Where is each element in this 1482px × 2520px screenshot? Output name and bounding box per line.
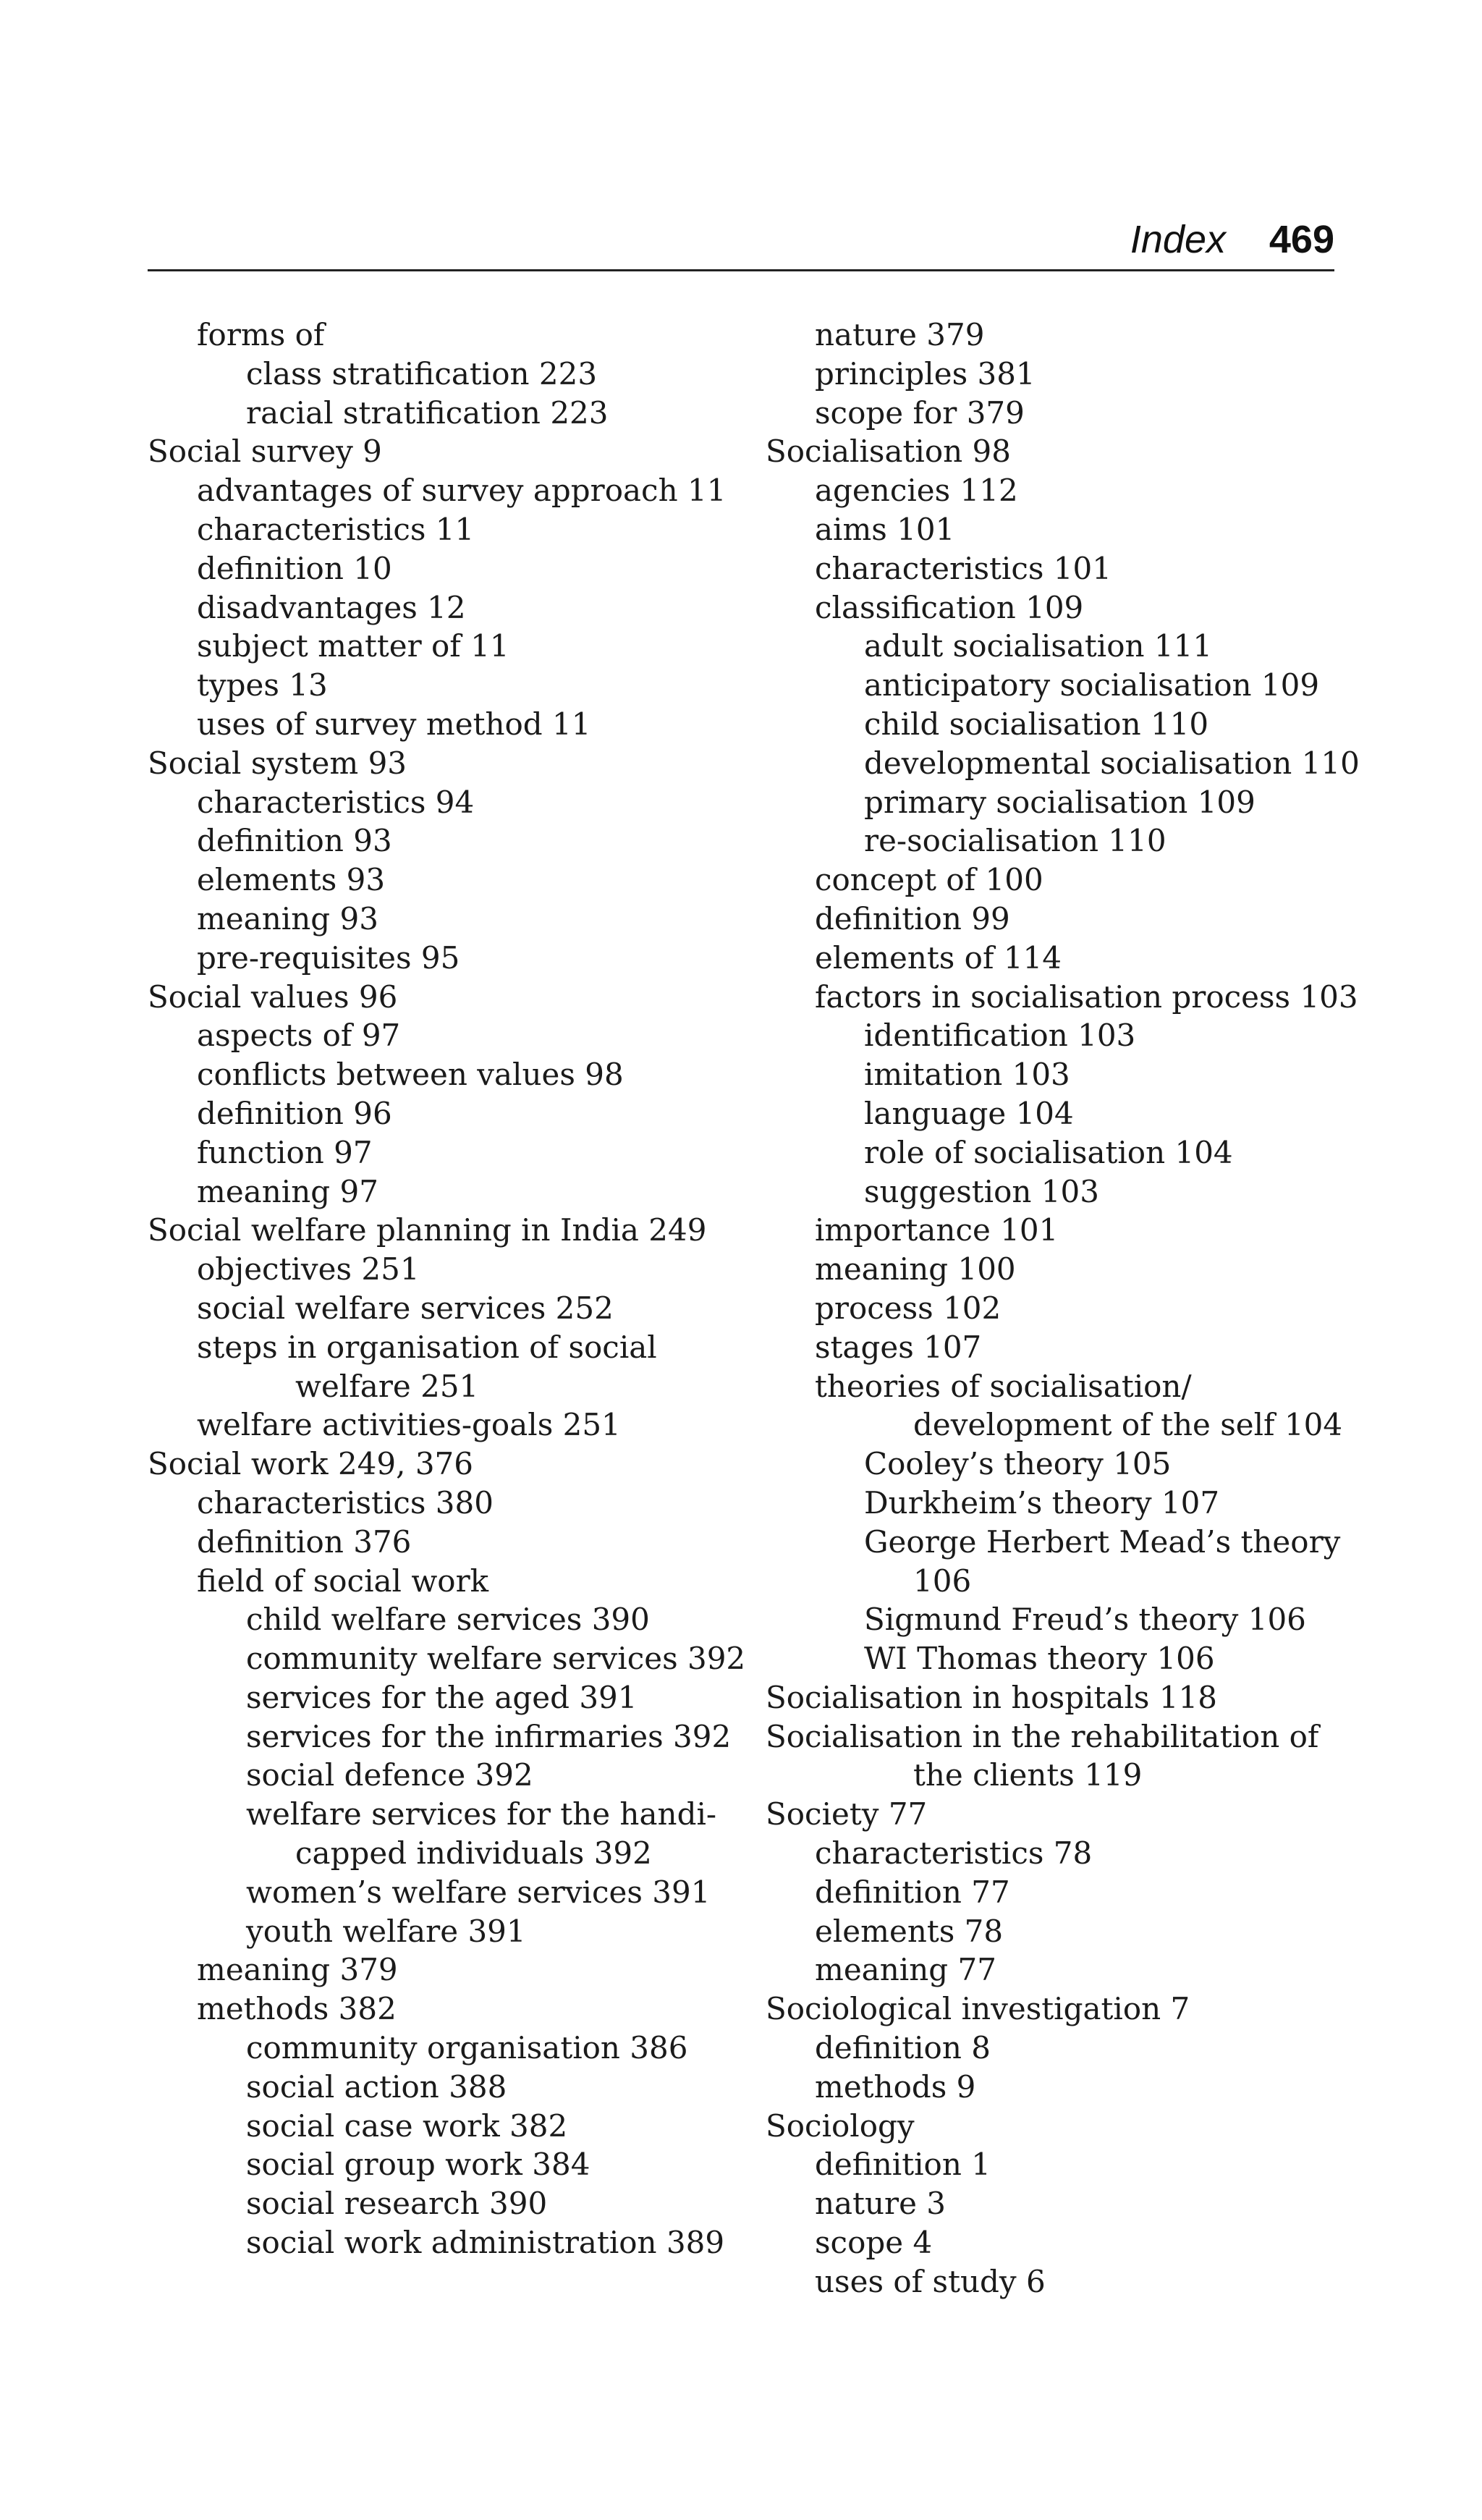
index-subentry: Sigmund Freud’s theory 106 — [864, 1602, 1306, 1638]
index-main-entry: Socialisation in hospitals 118 — [766, 1679, 1217, 1715]
index-subentry: nature 379 — [815, 317, 985, 352]
index-subentry: re-socialisation 110 — [864, 823, 1166, 859]
index-column-left — [148, 316, 748, 2262]
index-subentry: developmental socialisation 110 — [864, 745, 1360, 781]
index-subentry: characteristics 11 — [197, 511, 475, 547]
index-subentry: steps in organisation of social — [197, 1329, 657, 1365]
page-number: 469 — [1269, 218, 1334, 261]
index-subentry: welfare services for the handi- — [246, 1796, 717, 1832]
index-subentry: elements 78 — [815, 1913, 1004, 1949]
index-column-right — [766, 316, 1360, 2301]
index-subentry: WI Thomas theory 106 — [864, 1641, 1215, 1677]
index-subentry: meaning 97 — [197, 1173, 378, 1209]
index-subentry: scope for 379 — [815, 394, 1025, 431]
index-subentry: services for the aged 391 — [246, 1679, 638, 1715]
index-main-entry: Social work 249, 376 — [148, 1446, 473, 1482]
index-subentry: capped individuals 392 — [295, 1835, 652, 1872]
index-subentry: scope 4 — [815, 2225, 933, 2261]
index-subentry: 106 — [913, 1563, 972, 1599]
running-header — [148, 211, 1334, 269]
index-subentry: definition 8 — [815, 2030, 991, 2066]
index-main-entry: Society 77 — [766, 1796, 928, 1832]
index-subentry: characteristics 78 — [815, 1835, 1093, 1872]
index-subentry: social work administration 389 — [246, 2225, 725, 2261]
index-subentry: definition 10 — [197, 550, 392, 586]
index-subentry: community organisation 386 — [246, 2030, 688, 2066]
index-subentry: racial stratification 223 — [246, 394, 609, 431]
index-main-entry: Socialisation in the rehabilitation of — [766, 1718, 1319, 1754]
index-subentry: uses of study 6 — [815, 2263, 1046, 2299]
index-subentry: subject matter of 11 — [197, 628, 509, 664]
index-subentry: child socialisation 110 — [864, 706, 1209, 742]
index-subentry: youth welfare 391 — [246, 1913, 526, 1949]
index-subentry: definition 376 — [197, 1523, 412, 1560]
index-subentry: social case work 382 — [246, 2107, 568, 2144]
index-subentry: identification 103 — [864, 1018, 1136, 1054]
index-subentry: function 97 — [197, 1134, 373, 1170]
index-subentry: development of the self 104 — [913, 1407, 1343, 1443]
index-subentry: methods 382 — [197, 1991, 397, 2027]
index-subentry: suggestion 103 — [864, 1173, 1099, 1209]
index-subentry: aims 101 — [815, 511, 955, 547]
running-header-title: Index — [1130, 218, 1226, 261]
index-subentry: meaning 100 — [815, 1251, 1016, 1288]
index-subentry: George Herbert Mead’s theory — [864, 1523, 1341, 1560]
index-subentry: social defence 392 — [246, 1757, 533, 1793]
index-subentry: conflicts between values 98 — [197, 1057, 624, 1093]
index-subentry: social action 388 — [246, 2068, 507, 2105]
index-main-entry: Social survey 9 — [148, 434, 382, 470]
index-main-entry: Social welfare planning in India 249 — [148, 1212, 707, 1248]
index-subentry: elements of 114 — [815, 939, 1062, 976]
index-subentry: welfare activities-goals 251 — [197, 1407, 621, 1443]
index-subentry: meaning 93 — [197, 900, 378, 936]
index-subentry: primary socialisation 109 — [864, 784, 1256, 820]
index-subentry: elements 93 — [197, 862, 386, 898]
index-subentry: methods 9 — [815, 2068, 976, 2105]
index-subentry: definition 99 — [815, 900, 1010, 936]
index-subentry: stages 107 — [815, 1329, 982, 1365]
index-subentry: services for the infirmaries 392 — [246, 1718, 732, 1754]
index-subentry: disadvantages 12 — [197, 589, 466, 625]
index-main-entry: Socialisation 98 — [766, 434, 1011, 470]
index-subentry: social welfare services 252 — [197, 1290, 614, 1326]
index-subentry: definition 77 — [815, 1874, 1010, 1910]
index-subentry: factors in socialisation process 103 — [815, 978, 1358, 1015]
index-subentry: objectives 251 — [197, 1251, 420, 1288]
index-subentry: the clients 119 — [913, 1757, 1143, 1793]
index-subentry: meaning 77 — [815, 1952, 996, 1988]
index-subentry: definition 96 — [197, 1095, 392, 1131]
index-subentry: anticipatory socialisation 109 — [864, 667, 1320, 703]
index-subentry: advantages of survey approach 11 — [197, 473, 727, 509]
index-subentry: classification 109 — [815, 589, 1084, 625]
index-subentry: social group work 384 — [246, 2147, 590, 2183]
index-subentry: process 102 — [815, 1290, 1002, 1326]
index-subentry: welfare 251 — [295, 1368, 479, 1404]
index-subentry: pre-requisites 95 — [197, 939, 460, 976]
index-subentry: field of social work — [197, 1563, 489, 1599]
index-subentry: Cooley’s theory 105 — [864, 1446, 1172, 1482]
index-subentry: characteristics 380 — [197, 1484, 494, 1521]
index-subentry: types 13 — [197, 667, 328, 703]
index-main-entry: Sociological investigation 7 — [766, 1991, 1190, 2027]
index-main-entry: Social values 96 — [148, 978, 398, 1015]
index-subentry: language 104 — [864, 1095, 1074, 1131]
index-main-entry: Sociology — [766, 2107, 915, 2144]
index-main-entry: Social system 93 — [148, 745, 407, 781]
index-subentry: nature 3 — [815, 2186, 947, 2222]
index-subentry: characteristics 94 — [197, 784, 475, 820]
index-subentry: imitation 103 — [864, 1057, 1070, 1093]
index-subentry: theories of socialisation/ — [815, 1368, 1192, 1404]
index-subentry: agencies 112 — [815, 473, 1018, 509]
index-subentry: definition 1 — [815, 2147, 991, 2183]
header-rule — [148, 269, 1334, 271]
index-subentry: aspects of 97 — [197, 1018, 401, 1054]
index-subentry: community welfare services 392 — [246, 1641, 746, 1677]
index-subentry: class stratification 223 — [246, 355, 598, 392]
index-subentry: meaning 379 — [197, 1952, 398, 1988]
index-subentry: definition 93 — [197, 823, 392, 859]
index-subentry: importance 101 — [815, 1212, 1059, 1248]
index-subentry: characteristics 101 — [815, 550, 1112, 586]
index-subentry: uses of survey method 11 — [197, 706, 591, 742]
index-subentry: concept of 100 — [815, 862, 1043, 898]
index-subentry: principles 381 — [815, 355, 1036, 392]
index-subentry: adult socialisation 111 — [864, 628, 1213, 664]
index-subentry: Durkheim’s theory 107 — [864, 1484, 1220, 1521]
index-subentry: forms of — [197, 317, 325, 352]
index-subentry: role of socialisation 104 — [864, 1134, 1233, 1170]
index-subentry: social research 390 — [246, 2186, 548, 2222]
index-subentry: women’s welfare services 391 — [246, 1874, 711, 1910]
index-subentry: child welfare services 390 — [246, 1602, 650, 1638]
